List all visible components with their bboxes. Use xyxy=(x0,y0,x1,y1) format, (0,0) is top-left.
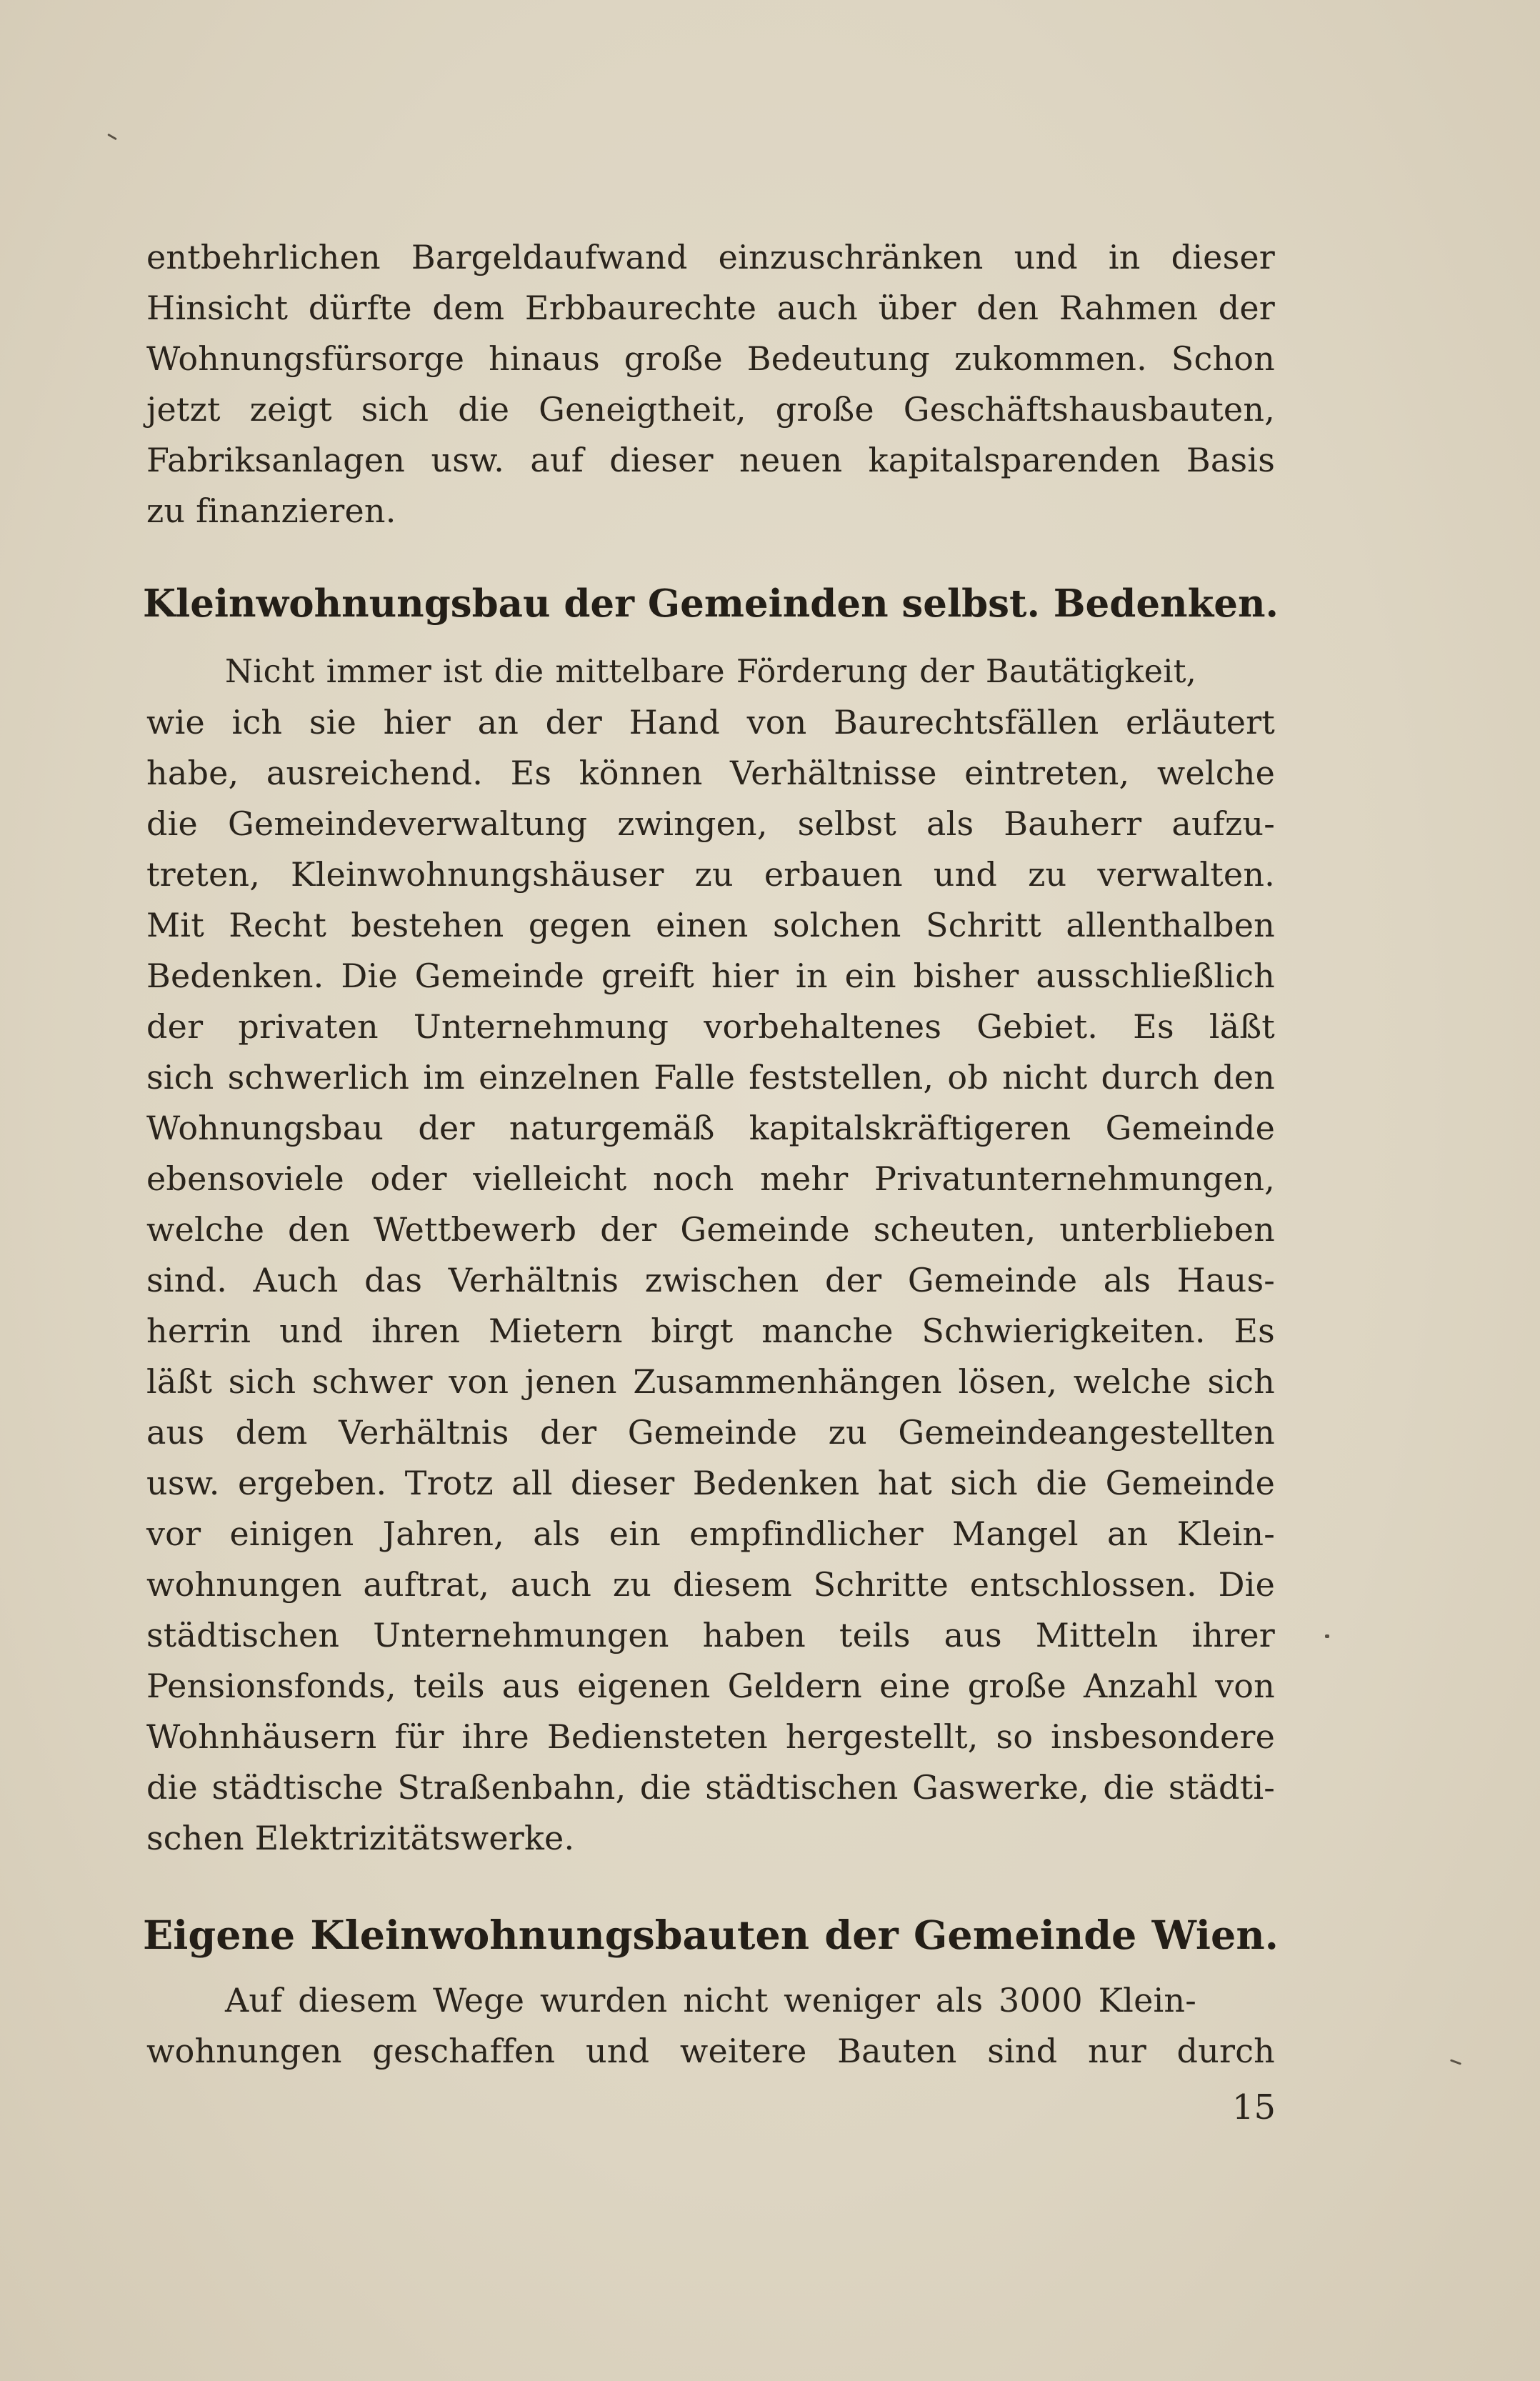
page-number: 15 xyxy=(1232,2087,1276,2127)
text-line: treten, Kleinwohnungshäuser zu erbauen und zu verwalten. xyxy=(146,855,1275,894)
text-line: Nicht immer ist die mittelbare Förderung der Bautätigkeit, xyxy=(225,654,1196,690)
ink-speck xyxy=(1450,2059,1461,2065)
text-line: usw. ergeben. Trotz all dieser Bedenken hat sich die Gemeinde xyxy=(146,1464,1275,1502)
paragraph-2 xyxy=(146,647,1275,1864)
text-line: ebensoviele oder vielleicht noch mehr Privatunternehmungen, xyxy=(146,1159,1275,1198)
text-line: die Gemeindeverwaltung zwingen, selbst als Bauherr aufzu- xyxy=(146,804,1275,843)
ink-speck xyxy=(107,134,117,141)
text-line: läßt sich schwer von jenen Zusammenhängen lösen, welche sich xyxy=(146,1362,1275,1401)
text-line: der privaten Unternehmung vorbehaltenes Gebiet. Es läßt xyxy=(146,1007,1275,1046)
text-line: welche den Wettbewerb der Gemeinde scheuten, unterblieben xyxy=(146,1210,1275,1249)
text-line: städtischen Unternehmungen haben teils aus Mitteln ihrer xyxy=(146,1616,1275,1654)
text-line: herrin und ihren Mietern birgt manche Schwierigkeiten. Es xyxy=(146,1312,1275,1350)
text-line: Bedenken. Die Gemeinde greift hier in ein bisher ausschließlich xyxy=(146,957,1275,995)
text-line: Wohnungsbau der naturgemäß kapitalskräftigeren Gemeinde xyxy=(146,1109,1275,1147)
text-line: Wohnhäusern für ihre Bediensteten hergestellt, so insbesondere xyxy=(146,1717,1275,1756)
text-line: Hinsicht dürfte dem Erbbaurechte auch über den Rahmen der xyxy=(146,289,1275,327)
text-line: Auf diesem Wege wurden nicht weniger als 3000 Klein- xyxy=(225,1981,1196,2020)
text-line: Pensionsfonds, teils aus eigenen Geldern eine große Anzahl von xyxy=(146,1667,1275,1705)
text-line: jetzt zeigt sich die Geneigtheit, große Geschäftshausbauten, xyxy=(146,390,1275,429)
section-heading: Kleinwohnungsbau der Gemeinden selbst. Bedenken. xyxy=(143,581,1279,626)
text-line: schen Elektrizitätswerke. xyxy=(146,1819,575,1857)
text-line: vor einigen Jahren, als ein empfindlicher Mangel an Klein- xyxy=(146,1514,1275,1553)
text-line: Mit Recht bestehen gegen einen solchen Schritt allenthalben xyxy=(146,906,1275,944)
text-line: zu finanzieren. xyxy=(146,491,396,530)
paragraph-3 xyxy=(146,1975,1275,2077)
text-line: habe, ausreichend. Es können Verhältnisse eintreten, welche xyxy=(146,754,1275,792)
paragraph-1 xyxy=(146,232,1275,536)
ink-speck xyxy=(1325,1634,1329,1638)
text-line: wohnungen auftrat, auch zu diesem Schritte entschlossen. Die xyxy=(146,1565,1275,1604)
text-line: wohnungen geschaffen und weitere Bauten sind nur durch xyxy=(146,2032,1275,2070)
text-line: aus dem Verhältnis der Gemeinde zu Gemeindeangestellten xyxy=(146,1413,1275,1452)
text-line: sind. Auch das Verhältnis zwischen der Gemeinde als Haus- xyxy=(146,1261,1275,1299)
text-line: die städtische Straßenbahn, die städtischen Gaswerke, die städti- xyxy=(146,1768,1275,1807)
text-line: wie ich sie hier an der Hand von Baurechtsfällen erläutert xyxy=(146,703,1275,742)
text-line: Wohnungsfürsorge hinaus große Bedeutung zukommen. Schon xyxy=(146,339,1275,378)
text-line: entbehrlichen Bargeldaufwand einzuschränken und in dieser xyxy=(146,238,1275,276)
text-line: sich schwerlich im einzelnen Falle feststellen, ob nicht durch den xyxy=(146,1058,1275,1097)
section-heading: Eigene Kleinwohnungsbauten der Gemeinde Wien. xyxy=(143,1912,1279,1959)
text-line: Fabriksanlagen usw. auf dieser neuen kapitalsparenden Basis xyxy=(146,441,1275,479)
